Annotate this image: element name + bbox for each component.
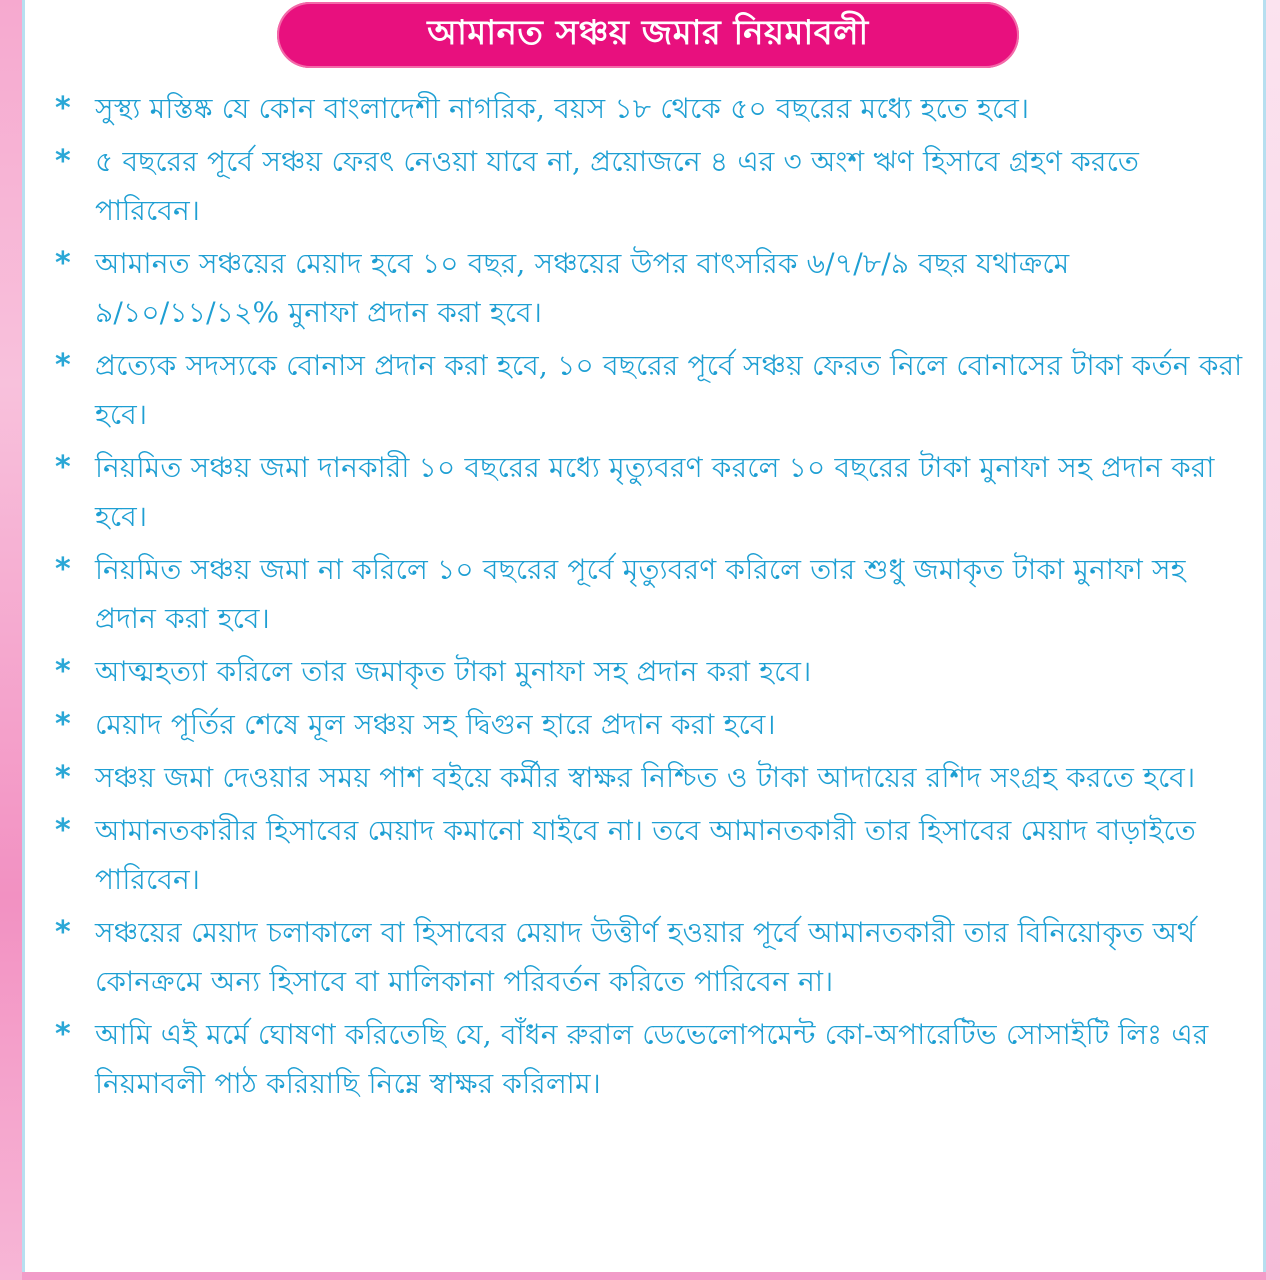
rule-text: আত্মহত্যা করিলে তার জমাকৃত টাকা মুনাফা সহ প্রদান করা হবে। [95, 655, 812, 688]
rule-text: আমানতকারীর হিসাবের মেয়াদ কমানো যাইবে না। তবে আমানতকারী তার হিসাবের মেয়াদ বাড়াইতে পারিবেন। [95, 814, 1196, 896]
asterisk-bullet-icon: * [55, 1017, 71, 1052]
asterisk-bullet-icon: * [55, 654, 71, 689]
rule-text: আমি এই মর্মে ঘোষণা করিতেছি যে, বাঁধন রুরাল ডেভেলোপমেন্ট কো-অপারেটিভ সোসাইটি লিঃ এর নিয়মাবলী পাঠ করিয়াছি নিম্নে স্বাক্ষর করিলাম। [95, 1018, 1209, 1100]
rule-item-7 [55, 647, 1245, 696]
rule-text: প্রত্যেক সদস্যকে বোনাস প্রদান করা হবে, ১০ বছরের পূর্বে সঞ্চয় ফেরত নিলে বোনাসের টাকা কর্তন করা হবে। [95, 349, 1243, 431]
rule-item-8 [55, 700, 1245, 749]
rule-item-10 [55, 806, 1245, 904]
rules-card [22, 0, 1266, 1272]
asterisk-bullet-icon: * [55, 450, 71, 485]
rule-item-6 [55, 545, 1245, 643]
rule-item-9 [55, 753, 1245, 802]
page-title: আমানত সঞ্চয় জমার নিয়মাবলী [427, 12, 869, 53]
rule-text: মেয়াদ পূর্তির শেষে মূল সঞ্চয় সহ দ্বিগুন হারে প্রদান করা হবে। [95, 708, 776, 741]
asterisk-bullet-icon: * [55, 552, 71, 587]
rules-list [55, 84, 1245, 1112]
rule-text: সঞ্চয় জমা দেওয়ার সময় পাশ বইয়ে কর্মীর স্বাক্ষর নিশ্চিত ও টাকা আদায়ের রশিদ সংগ্রহ করতে হবে। [95, 761, 1196, 794]
title-banner [277, 2, 1019, 68]
asterisk-bullet-icon: * [55, 915, 71, 950]
asterisk-bullet-icon: * [55, 246, 71, 281]
asterisk-bullet-icon: * [55, 813, 71, 848]
rule-text: নিয়মিত সঞ্চয় জমা দানকারী ১০ বছরের মধ্যে মৃত্যুবরণ করলে ১০ বছরের টাকা মুনাফা সহ প্রদান করা হবে। [95, 451, 1215, 533]
asterisk-bullet-icon: * [55, 707, 71, 742]
rule-item-1 [55, 84, 1245, 133]
rule-item-2 [55, 137, 1245, 235]
asterisk-bullet-icon: * [55, 144, 71, 179]
rule-text: সুস্থ্য মস্তিষ্ক যে কোন বাংলাদেশী নাগরিক, বয়স ১৮ থেকে ৫০ বছরের মধ্যে হতে হবে। [95, 92, 1030, 125]
rule-item-11 [55, 908, 1245, 1006]
asterisk-bullet-icon: * [55, 91, 71, 126]
rule-item-3 [55, 239, 1245, 337]
rule-text: ৫ বছরের পূর্বে সঞ্চয় ফেরৎ নেওয়া যাবে না, প্রয়োজনে ৪ এর ৩ অংশ ঋণ হিসাবে গ্রহণ করতে পারিবেন। [95, 145, 1140, 227]
rule-text: সঞ্চয়ের মেয়াদ চলাকালে বা হিসাবের মেয়াদ উত্তীর্ণ হওয়ার পূর্বে আমানতকারী তার বিনিয়োকৃত অর্থ কোনক্রমে অন্য হিসাবে বা মালিকানা পরিবর্তন করিতে পারিবেন না। [95, 916, 1196, 998]
rule-text: আমানত সঞ্চয়ের মেয়াদ হবে ১০ বছর, সঞ্চয়ের উপর বাৎসরিক ৬/৭/৮/৯ বছর যথাক্রমে ৯/১০/১১/১২% মুনাফা প্রদান করা হবে। [95, 247, 1070, 329]
right-decorative-border [1266, 0, 1280, 1280]
asterisk-bullet-icon: * [55, 760, 71, 795]
rule-item-5 [55, 443, 1245, 541]
rule-item-4 [55, 341, 1245, 439]
asterisk-bullet-icon: * [55, 348, 71, 383]
left-decorative-border [0, 0, 22, 1280]
rule-text: নিয়মিত সঞ্চয় জমা না করিলে ১০ বছরের পূর্বে মৃত্যুবরণ করিলে তার শুধু জমাকৃত টাকা মুনাফা সহ প্রদান করা হবে। [95, 553, 1186, 635]
rule-item-12 [55, 1010, 1245, 1108]
